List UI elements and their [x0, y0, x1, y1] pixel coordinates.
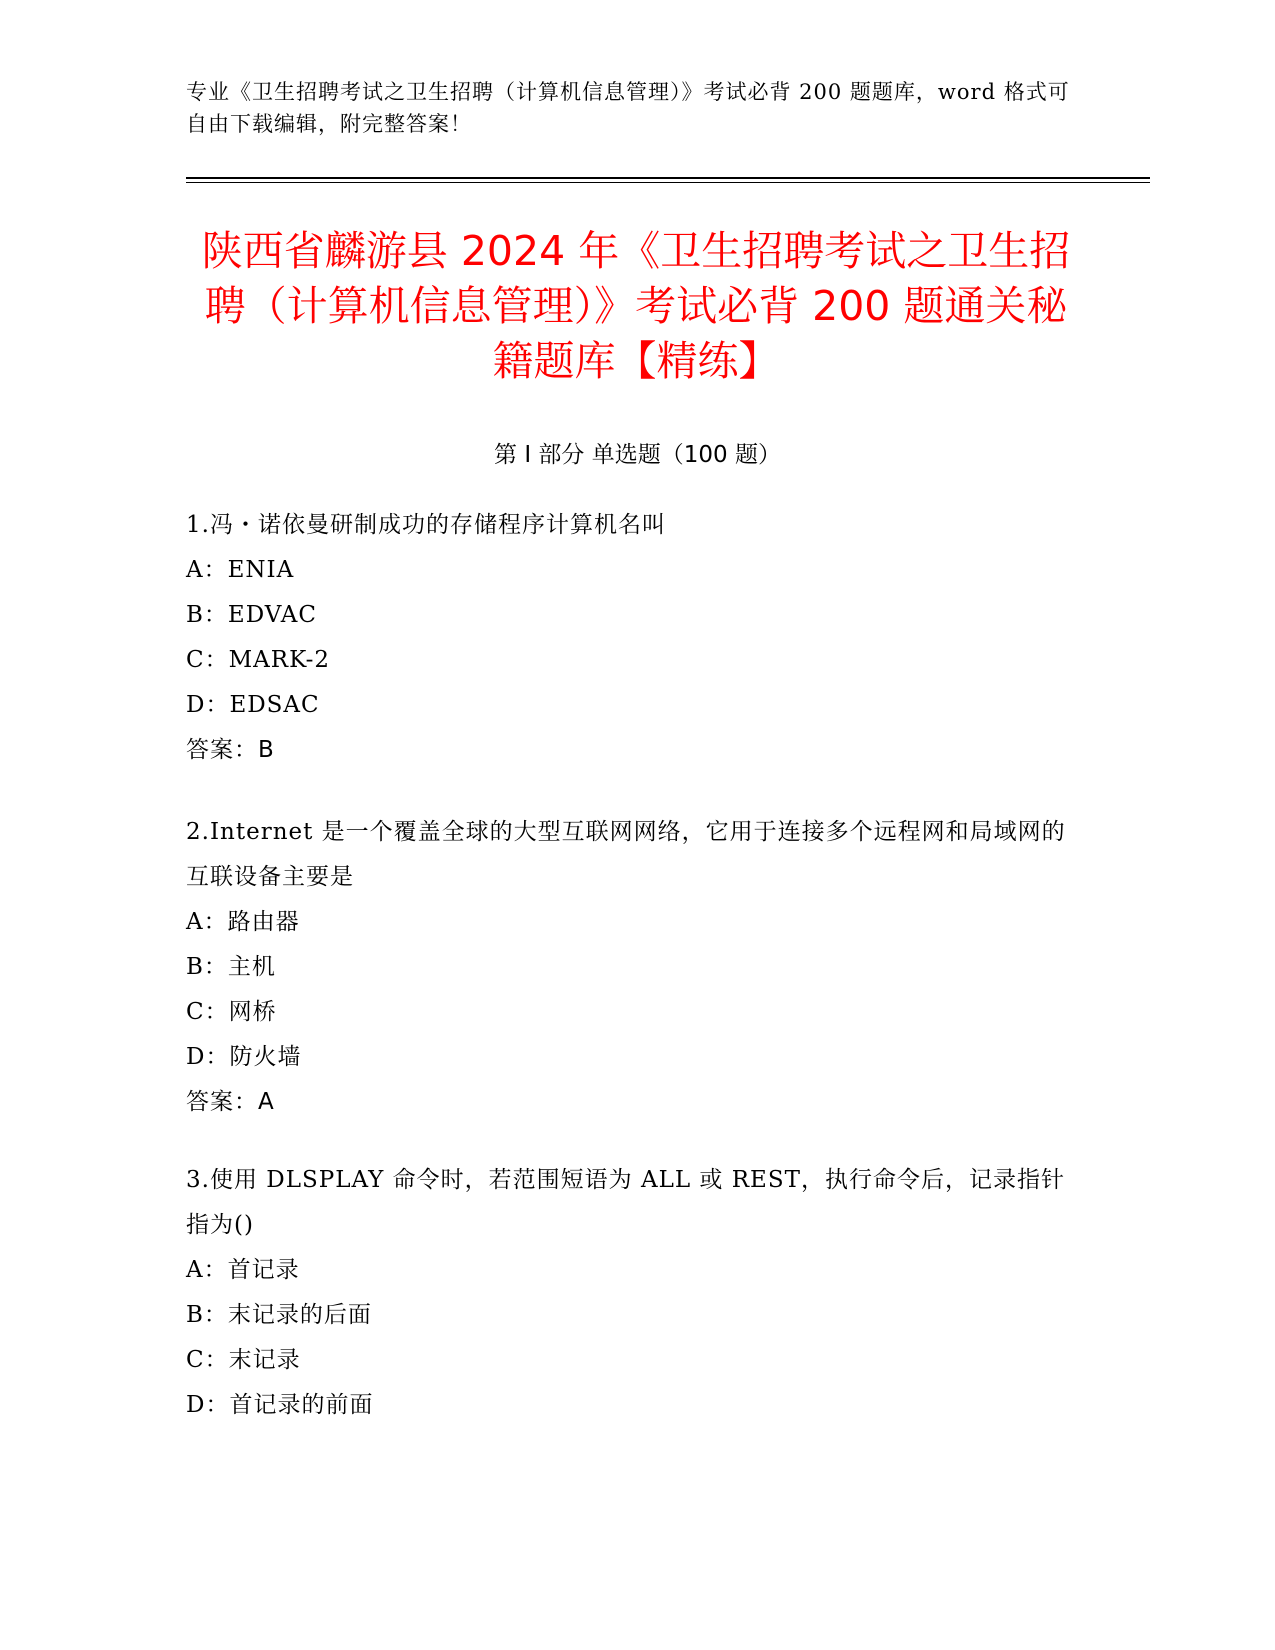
question-2	[186, 810, 1066, 1125]
option-a: A：首记录	[186, 1257, 300, 1283]
header-rule	[186, 177, 1150, 179]
option-b: B：EDVAC	[186, 602, 317, 628]
option-d: D：EDSAC	[186, 692, 320, 718]
answer: 答案：A	[186, 1089, 275, 1115]
option-d: D：首记录的前面	[186, 1392, 374, 1418]
header-rule-thin	[186, 182, 1150, 183]
option-b: B：主机	[186, 954, 276, 980]
section-heading: 第 I 部分 单选题（100 题）	[494, 442, 781, 468]
question-stem: 1.冯・诺依曼研制成功的存储程序计算机名叫	[186, 512, 666, 538]
question-stem: 2.Internet 是一个覆盖全球的大型互联网网络，它用于连接多个远程网和局域网的互联设备主要是	[186, 819, 1066, 890]
header-note: 专业《卫生招聘考试之卫生招聘（计算机信息管理）》考试必背 200 题题库，word 格式可自由下载编辑，附完整答案！	[186, 80, 1070, 136]
option-c: C：末记录	[186, 1347, 301, 1373]
option-a: A：ENIA	[186, 557, 295, 583]
option-c: C：网桥	[186, 999, 277, 1025]
option-d: D：防火墙	[186, 1044, 302, 1070]
option-b: B：末记录的后面	[186, 1302, 372, 1328]
question-1	[186, 503, 1066, 773]
question-3	[186, 1158, 1066, 1428]
document-title: 陕西省麟游县 2024 年《卫生招聘考试之卫生招聘（计算机信息管理）》考试必背 200 题通关秘籍题库【精练】	[201, 227, 1071, 385]
option-c: C：MARK-2	[186, 647, 330, 673]
answer: 答案：B	[186, 737, 275, 763]
option-a: A：路由器	[186, 909, 300, 935]
question-stem: 3.使用 DLSPLAY 命令时，若范围短语为 ALL 或 REST，执行命令后，记录指针指为()	[186, 1167, 1065, 1238]
